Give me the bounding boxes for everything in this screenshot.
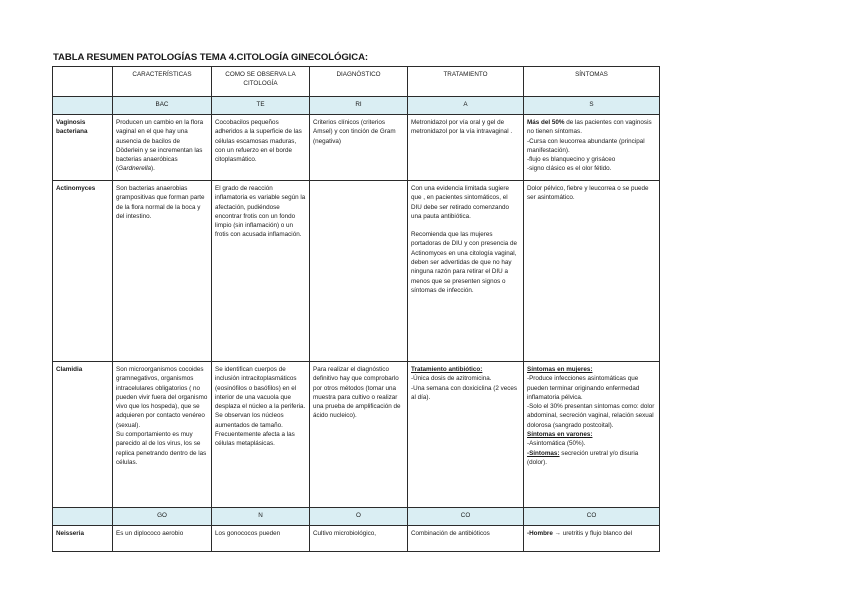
cell-diagnostico: Cultivo microbiológico, bbox=[310, 526, 408, 552]
band-cell: A bbox=[408, 97, 524, 115]
band-cell: RI bbox=[310, 97, 408, 115]
list-item: -Única dosis de azitromicina. bbox=[411, 375, 492, 383]
cell-sintomas bbox=[524, 115, 660, 181]
cell-diagnostico: Para realizar el diagnóstico definitivo hay que comprobarlo por otros métodos (tomar una muestra para cultivo o realizar una prueba de amplificación de ácido nucleico). bbox=[310, 362, 408, 508]
cell-caracteristicas: Son bacterias anaerobias grampositivas que forman parte de la flora normal de la boca y del intestino. bbox=[113, 181, 212, 362]
paragraph: Frecuentemente afecta a las células metaplásicas. bbox=[215, 431, 295, 448]
band-cell: BAC bbox=[113, 97, 212, 115]
paragraph: Se identifican cuerpos de inclusión intracitoplasmáticos (eosinófilos o basófilos) en el interior de una vacuola que desplaza el núcleo a la periferia. bbox=[215, 366, 306, 411]
cell-tratamiento: Combinación de antibióticos bbox=[408, 526, 524, 552]
list-item: -Asintomática (50%). bbox=[527, 440, 586, 448]
cell-text: de las pacientes con vaginosis no tienen síntomas. bbox=[527, 119, 652, 136]
row-label-clamidia: Clamidia bbox=[53, 362, 113, 508]
cell-citologia: El grado de reacción inflamatoria es variable según la afectación, pudiéndose encontrar frotis con un fondo limpio (sin inflamación) o un frotis con acusada inflamación. bbox=[212, 181, 310, 362]
band-corner bbox=[53, 508, 113, 526]
header-corner bbox=[53, 67, 113, 97]
header-citologia: COMO SE OBSERVA LA CITOLOGÍA bbox=[212, 67, 310, 97]
list-item: -signo clásico es el olor fétido. bbox=[527, 165, 612, 173]
paragraph: Se observan los núcleos aumentados de tamaño. bbox=[215, 412, 284, 429]
paragraph: Su comportamiento es muy parecido al de los virus, los se replica penetrando dentro de las células. bbox=[116, 431, 207, 466]
header-diagnostico: DIAGNÓSTICO bbox=[310, 67, 408, 97]
list-item: -Solo el 30% presentan síntomas como: dolor abdominal, secreción vaginal, relación sexual dolorosa (sangrado postcoital). bbox=[527, 403, 655, 429]
row-label-neisseria: Neisseria bbox=[53, 526, 113, 552]
band-cell: CO bbox=[408, 508, 524, 526]
cell-tratamiento bbox=[408, 181, 524, 362]
cell-text: ). bbox=[151, 165, 155, 173]
section-heading: Síntomas en mujeres: bbox=[527, 366, 593, 373]
cell-diagnostico: Criterios clínicos (criterios Amsel) y con tinción de Gram (negativa) bbox=[310, 115, 408, 181]
cell-caracteristicas: Es un diplococo aerobio bbox=[113, 526, 212, 552]
band-cell: TE bbox=[212, 97, 310, 115]
cell-sintomas bbox=[524, 526, 660, 552]
section-heading: Síntomas en varones: bbox=[527, 431, 593, 439]
band-corner bbox=[53, 97, 113, 115]
section-heading: Tratamiento antibiótico: bbox=[411, 366, 483, 373]
paragraph: Con una evidencia limitada sugiere que , en pacientes sintomáticos, el DIU debe ser retirado comenzando una pauta antibiótica. bbox=[411, 185, 510, 220]
list-item bbox=[527, 449, 656, 468]
header-caracteristicas: CARACTERÍSTICAS bbox=[113, 67, 212, 97]
header-tratamiento: TRATAMIENTO bbox=[408, 67, 524, 97]
header-row bbox=[53, 67, 660, 97]
list-item: -Cursa con leucorrea abundante (principal manifestación). bbox=[527, 137, 645, 154]
band-cell: O bbox=[310, 508, 408, 526]
cell-text-bold: -Hombre bbox=[527, 530, 553, 537]
list-item: -Una semana con doxiciclina (2 veces al día). bbox=[411, 384, 518, 401]
summary-table bbox=[52, 66, 660, 552]
band-cell: CO bbox=[524, 508, 660, 526]
cell-caracteristicas bbox=[113, 362, 212, 508]
table-row-actinomyces bbox=[53, 181, 660, 362]
cell-diagnostico bbox=[310, 181, 408, 362]
paragraph: Son microorganismos cocoides gramnegativos, organismos intracelulares obligatorios ( no pueden vivir fuera del organismo vivo que los hospeda), que se adquieren por contacto venéreo (sexual). bbox=[116, 366, 208, 429]
header-sintomas: SÍNTOMAS bbox=[524, 67, 660, 97]
list-item: -flujo es blanquecino y grisáceo bbox=[527, 156, 616, 164]
mnemonic-band-row bbox=[53, 97, 660, 115]
cell-text-bold: -Síntomas: bbox=[527, 449, 560, 457]
row-label-vaginosis: Vaginosis bacteriana bbox=[53, 115, 113, 181]
cell-tratamiento bbox=[408, 362, 524, 508]
cell-text-italic: Gardnerella bbox=[118, 165, 152, 173]
table-row-neisseria bbox=[53, 526, 660, 552]
band-cell: GO bbox=[113, 508, 212, 526]
cell-text: uretritis y flujo blanco del bbox=[562, 530, 632, 537]
table-row-vaginosis bbox=[53, 115, 660, 181]
list-item: -Produce infecciones asintomáticas que pueden terminar originando enfermedad inflamatoria pélvica. bbox=[527, 375, 640, 401]
cell-tratamiento: Metronidazol por vía oral y gel de metronidazol por la vía intravaginal . bbox=[408, 115, 524, 181]
row-label-actinomyces: Actinomyces bbox=[53, 181, 113, 362]
cell-citologia: Los gonococos pueden bbox=[212, 526, 310, 552]
arrow-icon: → bbox=[552, 530, 563, 537]
cell-sintomas: Dolor pélvico, fiebre y leucorrea o se puede ser asintomático. bbox=[524, 181, 660, 362]
paragraph: Recomienda que las mujeres portadoras de DIU y con presencia de Actinomyces en una citología vaginal, deben ser advertidas de que no hay ninguna razón para retirar el DIU a menos que se presenten signos o síntomas de infección. bbox=[411, 231, 518, 294]
band-cell: S bbox=[524, 97, 660, 115]
cell-citologia: Cocobacilos pequeños adheridos a la superficie de las células escamosas maduras, con un refuerzo en el borde citoplasmático. bbox=[212, 115, 310, 181]
cell-citologia bbox=[212, 362, 310, 508]
cell-caracteristicas bbox=[113, 115, 212, 181]
cell-text: Producen un cambio en la flora vaginal en el que hay una ausencia de bacilos de Döderlein y se incrementan las bacterias anaeróbicas ( bbox=[116, 119, 204, 173]
cell-sintomas bbox=[524, 362, 660, 508]
cell-text-bold: Más del 50% bbox=[527, 119, 565, 126]
cell-text: secreción uretral y/o disuria (dolor). bbox=[527, 449, 639, 466]
mnemonic-band-row bbox=[53, 508, 660, 526]
band-cell: N bbox=[212, 508, 310, 526]
table-row-clamidia bbox=[53, 362, 660, 508]
page-title: TABLA RESUMEN PATOLOGÍAS TEMA 4.CITOLOGÍA GINECOLÓGICA: bbox=[53, 52, 369, 63]
